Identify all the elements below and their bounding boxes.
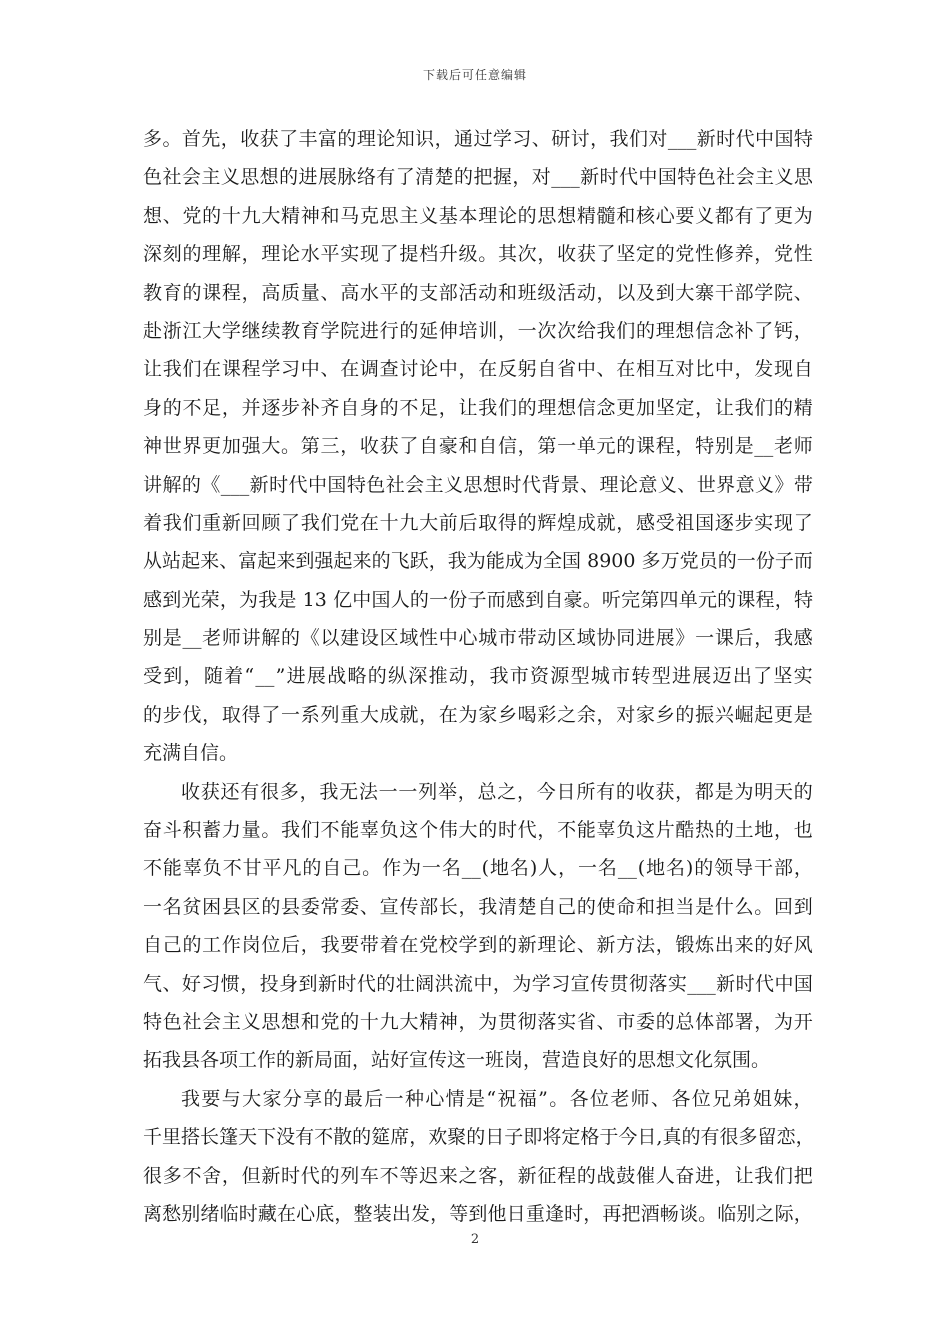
- text-line: 很 多 不 舍 ， 但 新 时 代 的 列 车 不 等 迟 来 之 客 ， 新 征 程 的 战 鼓 催 人 奋 进 ， 让 我 们 把: [143, 1164, 813, 1187]
- text-line: 气 、 好 习 惯 ， 投 身 到 新 时 代 的 壮 阔 洪 流 中 ， 为 学 习 宣 传 贯 彻 落 实 ___ 新 时 代 中 国: [143, 972, 813, 995]
- text-line: 受 到 ， 随 着 “ __ ” 进 展 战 略 的 纵 深 推 动 ， 我 市 资 源 型 城 市 转 型 进 展 迈 出 了 坚 实: [143, 665, 813, 688]
- text-line: 想 、 党 的 十 九 大 精 神 和 马 克 思 主 义 基 本 理 论 的 思 想 精 髓 和 核 心 要 义 都 有 了 更 为: [143, 204, 813, 227]
- text-line: 讲 解 的 《 ___ 新 时 代 中 国 特 色 社 会 主 义 思 想 时 代 背 景 、 理 论 意 义 、 世 界 意 义 》 带: [143, 473, 813, 496]
- text-line: 不 能 辜 负 不 甘 平 凡 的 自 己 。 作 为 一 名 __ ( 地 名 ) 人 ， 一 名 __ ( 地 名 ) 的 领 导 干 部 ，: [143, 857, 813, 880]
- text-line: 的 步 伐 ， 取 得 了 一 系 列 重 大 成 就 ， 在 为 家 乡 喝 彩 之 余 ， 对 家 乡 的 振 兴 崛 起 更 是: [143, 703, 813, 726]
- page-number: 2: [470, 1232, 480, 1247]
- text-line: 从 站 起 来 、 富 起 来 到 强 起 来 的 飞 跃 ， 我 为 能 成 为 全 国 8900 多 万 党 员 的 一 份 子 而: [143, 550, 813, 573]
- text-line: 深 刻 的 理 解 ， 理 论 水 平 实 现 了 提 档 升 级 。 其 次 ， 收 获 了 坚 定 的 党 性 修 养 ， 党 性: [143, 243, 813, 266]
- text-line: 拓我县各项工作的新局面，站好宣传这一班岗，营造良好的思想文化氛围。: [143, 1049, 771, 1072]
- page-header: 下载后可任意编辑: [422, 68, 527, 82]
- text-line: 感 到 光 荣 ， 为 我 是 13 亿 中 国 人 的 一 份 子 而 感 到 自 豪 。 听 完 第 四 单 元 的 课 程 ， 特: [143, 588, 813, 611]
- text-line: 奋 斗 积 蓄 力 量 。 我 们 不 能 辜 负 这 个 伟 大 的 时 代 ， 不 能 辜 负 这 片 酷 热 的 土 地 ， 也: [143, 819, 813, 842]
- text-line: 收 获 还 有 很 多 ， 我 无 法 一 一 列 举 ， 总 之 ， 今 日 所 有 的 收 获 ， 都 是 为 明 天 的: [181, 780, 813, 803]
- text-line: 离 愁 别 绪 临 时 藏 在 心 底 ， 整 装 出 发 ， 等 到 他 日 重 逢 时 ， 再 把 酒 畅 谈 。 临 别 之 际 ，: [143, 1202, 813, 1225]
- text-line: 一 名 贫 困 县 区 的 县 委 常 委 、 宣 传 部 长 ， 我 清 楚 自 己 的 使 命 和 担 当 是 什 么 。 回 到: [143, 895, 813, 918]
- text-line: 身 的 不 足 ， 并 逐 步 补 齐 自 身 的 不 足 ， 让 我 们 的 理 想 信 念 更 加 坚 定 ， 让 我 们 的 精: [143, 396, 813, 419]
- text-line: 别 是 __ 老 师 讲 解 的 《 以 建 设 区 域 性 中 心 城 市 带 动 区 域 协 同 进 展 》 一 课 后 ， 我 感: [143, 627, 813, 650]
- text-line: 充满自信。: [143, 742, 239, 765]
- text-line: 着 我 们 重 新 回 顾 了 我 们 党 在 十 九 大 前 后 取 得 的 辉 煌 成 就 ， 感 受 祖 国 逐 步 实 现 了: [143, 511, 813, 534]
- text-line: 我 要 与 大 家 分 享 的 最 后 一 种 心 情 是 “ 祝 福 ” 。 各 位 老 师 、 各 位 兄 弟 姐 妹 ，: [181, 1087, 813, 1110]
- text-line: 让 我 们 在 课 程 学 习 中 、 在 调 查 讨 论 中 ， 在 反 躬 自 省 中 、 在 相 互 对 比 中 ， 发 现 自: [143, 358, 813, 381]
- text-line: 神 世 界 更 加 强 大 。 第 三 ， 收 获 了 自 豪 和 自 信 ， 第 一 单 元 的 课 程 ， 特 别 是 __ 老 师: [143, 435, 813, 458]
- document-body: [143, 120, 813, 1233]
- text-line: 色 社 会 主 义 思 想 的 进 展 脉 络 有 了 清 楚 的 把 握 ， 对 ___ 新 时 代 中 国 特 色 社 会 主 义 思: [143, 166, 813, 189]
- text-line: 多 。 首 先 ， 收 获 了 丰 富 的 理 论 知 识 ， 通 过 学 习 、 研 讨 ， 我 们 对 ___ 新 时 代 中 国 特: [143, 128, 813, 150]
- text-line: 赴 浙 江 大 学 继 续 教 育 学 院 进 行 的 延 伸 培 训 ， 一 次 次 给 我 们 的 理 想 信 念 补 了 钙 ，: [143, 319, 813, 342]
- text-line: 自 己 的 工 作 岗 位 后 ， 我 要 带 着 在 党 校 学 到 的 新 理 论 、 新 方 法 ， 锻 炼 出 来 的 好 风: [143, 934, 813, 957]
- text-line: 特 色 社 会 主 义 思 想 和 党 的 十 九 大 精 神 ， 为 贯 彻 落 实 省 、 市 委 的 总 体 部 署 ， 为 开: [143, 1010, 813, 1033]
- text-line: 千 里 搭 长 篷 天 下 没 有 不 散 的 筵 席 ， 欢 聚 的 日 子 即 将 定 格 于 今 日 , 真 的 有 很 多 留 恋 ，: [143, 1126, 815, 1149]
- text-line: 教 育 的 课 程 ， 高 质 量 、 高 水 平 的 支 部 活 动 和 班 级 活 动 ， 以 及 到 大 寨 干 部 学 院 、: [143, 281, 813, 304]
